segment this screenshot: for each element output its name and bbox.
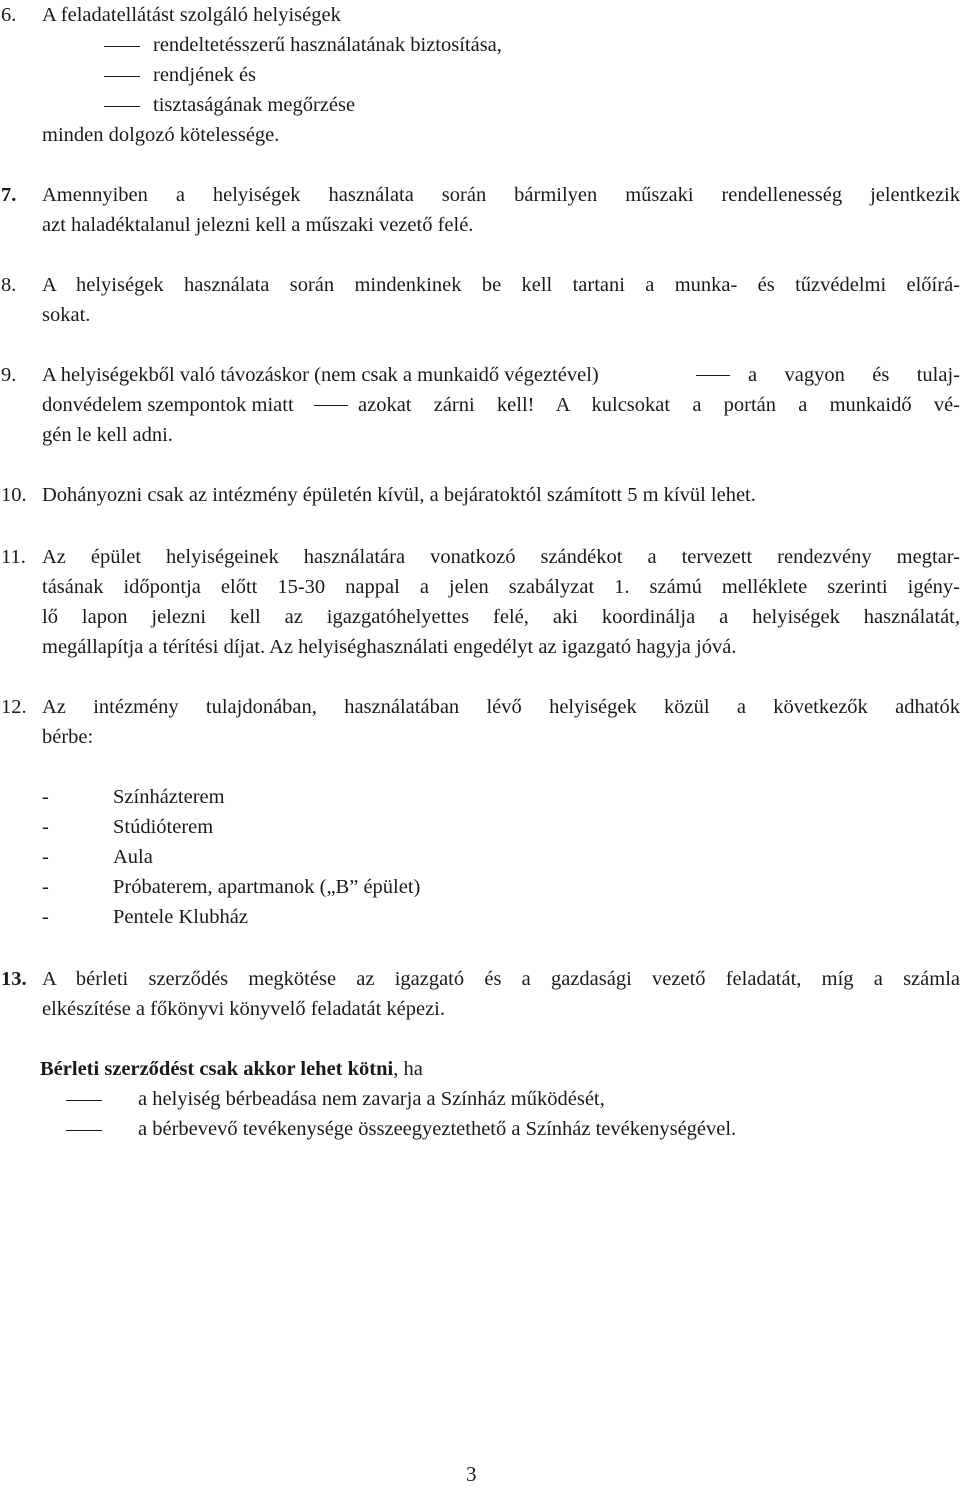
page-number: 3 [466,1462,477,1486]
room-item: Színházterem [113,786,225,808]
item-8-line-1: A helyiségek használata során mindenkinek be kell tartani a munka- és tűzvédelmi előírá- [42,274,960,296]
item-9-number: 9. [1,364,17,386]
room-item: Próbaterem, apartmanok („B” épület) [113,876,421,898]
item-9-line-1a: A helyiségekből való távozáskor (nem csak a munkaidő végeztével) [42,364,599,386]
list-dash: - [42,876,49,898]
dash-bullet [314,405,348,406]
condition-item: a bérbevevő tevékenysége összeegyeztethető a Színház tevékenységével. [138,1118,737,1140]
item-9-line-1b: a vagyon és tulaj- [748,364,960,386]
list-dash: - [42,906,49,928]
room-item: Stúdióterem [113,816,214,838]
item-12-line-1: Az intézmény tulajdonában, használatában lévő helyiségek közül a következők adhatók [42,696,960,718]
dash-bullet [66,1100,102,1101]
list-dash: - [42,786,49,808]
dash-bullet [66,1130,102,1131]
conditions-rest-text: , ha [393,1058,423,1080]
item-12-number: 12. [1,696,27,718]
dash-bullet [104,106,140,107]
item-13-line-2: elkészítése a főkönyvi könyvelő feladatát képezi. [42,998,446,1020]
item-6-intro: A feladatellátást szolgáló helyiségek [42,4,341,26]
conditions-bold-text: Bérleti szerződést csak akkor lehet kötni [40,1058,394,1080]
item-11-line-4: megállapítja a térítési díjat. Az helyiséghasználati engedélyt az igazgató hagyja jóvá. [42,636,737,658]
item-6-sub-1: rendeltetésszerű használatának biztosítása, [153,34,502,56]
item-11-number: 11. [1,546,26,568]
item-8-number: 8. [1,274,17,296]
list-dash: - [42,816,49,838]
item-9-line-2b: azokat zárni kell! A kulcsokat a portán a munkaidő vé- [358,394,960,416]
item-13-number: 13. [1,968,27,990]
condition-item: a helyiség bérbeadása nem zavarja a Színház működését, [138,1088,605,1110]
item-11-line-2: tásának időpontja előtt 15-30 nappal a jelen szabályzat 1. számú melléklete szerinti igény- [42,576,960,598]
list-dash: - [42,846,49,868]
item-6-sub-3: tisztaságának megőrzése [153,94,356,116]
item-8-line-2: sokat. [42,304,91,326]
item-10-number: 10. [1,484,27,506]
conditions-heading [40,1054,423,1084]
item-7-number: 7. [1,184,17,206]
dash-bullet [696,375,730,376]
item-13-line-1: A bérleti szerződés megkötése az igazgató és a gazdasági vezető feladatát, míg a számla [42,968,960,990]
item-9-line-3: gén le kell adni. [42,424,173,446]
item-6-sub-2: rendjének és [153,64,257,86]
item-6-outro: minden dolgozó kötelessége. [42,124,280,146]
dash-bullet [104,46,140,47]
dash-bullet [104,76,140,77]
item-7-line-2: azt haladéktalanul jelezni kell a műszaki vezető felé. [42,214,474,236]
room-item: Aula [113,846,153,868]
item-9-line-2a: donvédelem szempontok miatt [42,394,294,416]
room-item: Pentele Klubház [113,906,248,928]
item-11-line-1: Az épület helyiségeinek használatára vonatkozó szándékot a tervezett rendezvény megtar- [42,546,960,568]
item-10-line-1: Dohányozni csak az intézmény épületén kívül, a bejáratoktól számított 5 m kívül lehet. [42,484,756,506]
item-6-number: 6. [1,4,17,26]
item-7-line-1: Amennyiben a helyiségek használata során bármilyen műszaki rendellenesség jelentkezik [42,184,960,206]
item-12-line-2: bérbe: [42,726,94,748]
item-11-line-3: lő lapon jelezni kell az igazgatóhelyettes felé, aki koordinálja a helyiségek használatát, [42,606,960,628]
